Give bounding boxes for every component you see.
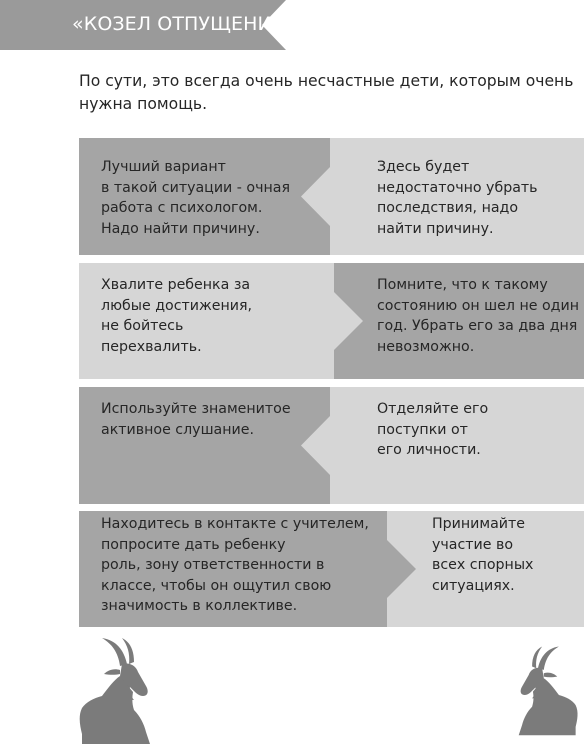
text-line: классе, чтобы он ощутил свою — [101, 577, 332, 594]
text-line: Лучший вариант — [101, 159, 226, 175]
text-line: последствия, надо — [377, 200, 519, 217]
advice-row-1 — [79, 138, 584, 255]
intro-paragraph: По сути, это всегда очень несчастные дети, которым очень нужна помощь. — [79, 72, 574, 113]
text-line: Находитесь в контакте с учителем, — [101, 516, 369, 532]
row-3-left-cell — [101, 399, 291, 440]
text-line: Помните, что к такому — [377, 277, 548, 293]
text-line: всех спорных — [432, 557, 534, 574]
text-line: Используйте знаменитое — [101, 401, 291, 417]
row-1-right-cell — [377, 157, 538, 239]
text-line: поступки от — [377, 421, 468, 438]
text-line: любые достижения, — [101, 297, 253, 314]
text-line: год. Убрать его за два дня — [377, 318, 578, 335]
text-line: участие во — [432, 536, 514, 553]
text-line: Надо найти причину. — [101, 220, 260, 237]
text-line: состоянию он шел не один — [377, 297, 579, 314]
text-line: попросите дать ребенку — [101, 536, 286, 553]
text-line: Принимайте — [432, 516, 526, 532]
text-line: найти причину. — [377, 220, 494, 237]
text-line: не бойтесь — [101, 318, 184, 335]
row-2-right-cell — [377, 275, 579, 357]
section-banner — [0, 0, 297, 50]
text-line: значимость в коллективе. — [101, 598, 298, 615]
text-line: Отделяйте его — [377, 401, 489, 417]
text-line: Хвалите ребенка за — [101, 277, 251, 293]
row-1-left-cell — [101, 157, 290, 239]
text-line: невозможно. — [377, 338, 475, 355]
text-line: активное слушание. — [101, 421, 254, 438]
row-2-left-cell — [101, 275, 252, 357]
row-4-right-cell — [432, 514, 533, 596]
text-line: перехвалить. — [101, 338, 202, 355]
advice-row-3 — [79, 387, 584, 504]
advice-row-2 — [79, 263, 584, 379]
text-line: его личности. — [377, 442, 481, 459]
row-4-left-cell — [101, 514, 369, 617]
text-line: работа с психологом. — [101, 200, 263, 217]
text-line: недостаточно убрать — [377, 179, 538, 196]
goat-icon — [512, 636, 584, 744]
text-line: ситуациях. — [432, 577, 515, 594]
row-3-right-cell — [377, 399, 488, 461]
text-line: в такой ситуации - очная — [101, 179, 290, 196]
text-line: роль, зону ответственности в — [101, 557, 325, 574]
text-line: Здесь будет — [377, 159, 470, 175]
section-title: «КОЗЕЛ ОТПУЩЕНИЯ» — [72, 13, 297, 35]
goat-icon — [72, 636, 158, 744]
advice-row-4 — [79, 511, 584, 627]
